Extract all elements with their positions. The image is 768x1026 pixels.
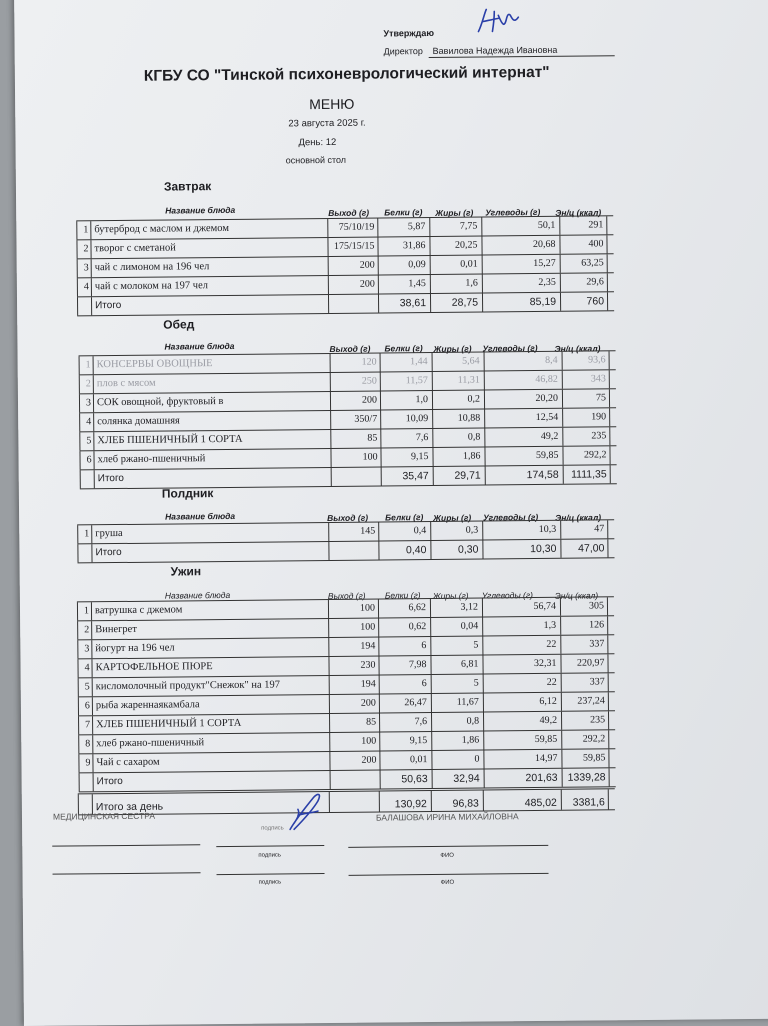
total-label: Итого [91, 295, 328, 315]
cell-fat: 0,3 [430, 522, 482, 540]
total-empty-cell [77, 297, 91, 315]
sign-line [53, 872, 201, 874]
col-header-output: Выход (г) [327, 513, 368, 523]
cell-name: йогурт на 196 чел [91, 638, 328, 658]
col-header-output: Выход (г) [328, 591, 366, 601]
total-fat: 0,30 [430, 541, 482, 559]
cell-fat: 5,64 [432, 353, 484, 371]
cell-num: 4 [79, 413, 93, 431]
cell-carbs: 22 [482, 636, 560, 655]
cell-energy: 400 [559, 235, 607, 253]
cell-fat: 0,8 [432, 429, 484, 447]
name-caption: ФИО [441, 880, 455, 886]
total-empty-cell [331, 468, 381, 486]
cell-output: 100 [329, 733, 379, 751]
day-total-protein: 130,92 [379, 791, 431, 811]
cell-output: 200 [328, 276, 378, 294]
cell-name: бутерброд с маслом и джемом [90, 219, 327, 239]
cell-output: 100 [328, 600, 378, 618]
cell-energy: 337 [560, 635, 608, 653]
col-header-energy: Эн/ц (ккал) [555, 590, 598, 600]
cell-protein: 5,87 [377, 218, 429, 236]
cell-output: 200 [329, 695, 379, 713]
cell-energy: 337 [561, 673, 609, 691]
cell-energy: 305 [560, 597, 608, 615]
cell-num: 1 [77, 602, 91, 620]
cell-fat: 1,86 [431, 732, 483, 750]
col-header-carbs: Углеводы (г) [482, 343, 537, 354]
total-protein: 0,40 [378, 541, 430, 559]
cell-name: ХЛЕБ ПШЕНИЧНЫЙ 1 СОРТА [92, 714, 329, 734]
cell-name: КАРТОФЕЛЬНОЕ ПЮРЕ [91, 657, 328, 677]
cell-num: 8 [78, 735, 92, 753]
meal-title-lunch: Обед [163, 317, 194, 331]
cell-carbs: 12,54 [484, 409, 562, 428]
total-carbs: 10,30 [482, 540, 560, 559]
cell-output: 75/10/19 [327, 219, 377, 237]
cell-output: 350/7 [330, 411, 380, 429]
cell-energy: 220,97 [560, 654, 608, 672]
cell-protein: 6 [378, 637, 430, 655]
cell-name: солянка домашняя [93, 411, 330, 431]
cell-output: 194 [328, 638, 378, 656]
col-header-protein: Белки (г) [384, 343, 422, 353]
sign-caption: подпись [261, 825, 284, 831]
cell-energy: 29,6 [560, 273, 608, 291]
sign-caption: подпись [259, 879, 282, 885]
total-empty-cell [79, 773, 93, 791]
col-header-name: Название блюда [164, 341, 234, 352]
cell-protein: 7,98 [378, 656, 430, 674]
day-total-fat: 96,83 [431, 791, 483, 811]
menu-date: 23 августа 2025 г. [288, 118, 365, 130]
cell-name: чай с лимоном на 196 чел [91, 257, 328, 277]
total-empty-cell [80, 470, 94, 488]
cell-protein: 6 [379, 675, 431, 693]
cell-energy: 343 [562, 370, 610, 388]
snack-table [77, 519, 614, 563]
cell-carbs: 1,3 [482, 617, 560, 636]
total-protein: 35,47 [381, 467, 433, 485]
cell-fat: 11,67 [431, 694, 483, 712]
cell-name: ватрушка с джемом [91, 600, 328, 620]
total-protein: 50,63 [380, 770, 432, 788]
cell-fat: 20,25 [429, 237, 481, 255]
cell-name: кисломолочный продукт"Снежок" на 197 [92, 676, 329, 696]
nurse-label: МЕДИЦИНСКАЯ СЕСТРА [53, 811, 155, 822]
cell-fat: 1,6 [430, 275, 482, 293]
cell-name: чай с молоком на 197 чел [91, 276, 328, 296]
cell-num: 4 [77, 278, 91, 296]
total-row [80, 465, 617, 489]
cell-fat: 11,31 [432, 372, 484, 390]
col-header-fat: Жиры (г) [433, 344, 471, 354]
cell-num: 3 [77, 259, 91, 277]
cell-fat: 0,2 [432, 391, 484, 409]
day-total-carbs: 485,02 [483, 790, 561, 811]
cell-carbs: 22 [483, 674, 561, 693]
sign-line [216, 845, 324, 847]
cell-carbs: 49,2 [484, 428, 562, 447]
cell-num: 1 [77, 525, 91, 543]
cell-carbs: 50,1 [481, 217, 559, 236]
total-label: Итого [91, 542, 328, 562]
cell-num: 2 [79, 375, 93, 393]
total-label: Итого [93, 771, 330, 791]
name-line [348, 845, 548, 848]
cell-energy: 63,25 [560, 254, 608, 272]
cell-num: 4 [77, 659, 91, 677]
cell-fat: 3,12 [430, 599, 482, 617]
cell-fat: 7,75 [429, 218, 481, 236]
col-header-energy: Эн/ц (ккал) [555, 207, 601, 217]
total-energy: 1339,28 [562, 768, 610, 786]
cell-output: 85 [329, 714, 379, 732]
cell-num: 3 [77, 640, 91, 658]
cell-output: 100 [330, 449, 380, 467]
cell-output: 175/15/15 [327, 238, 377, 256]
nurse-signature-icon [284, 789, 328, 835]
day-total-energy: 3381,6 [561, 789, 609, 809]
col-header-energy: Эн/ц (ккал) [554, 343, 600, 353]
total-fat: 29,71 [433, 467, 485, 485]
cell-name: груша [91, 523, 328, 543]
director-label: Директор [384, 46, 423, 56]
cell-fat: 0 [431, 751, 483, 769]
col-header-energy: Эн/ц (ккал) [555, 512, 601, 522]
cell-output: 200 [330, 392, 380, 410]
day-total-label: Итого за день [92, 792, 329, 814]
cell-protein: 31,86 [377, 237, 429, 255]
cell-name: творог с сметаной [90, 238, 327, 258]
cell-fat: 5 [430, 637, 482, 655]
cell-name: КОНСЕРВЫ ОВОЩНЫЕ [93, 354, 330, 374]
cell-carbs: 20,20 [484, 390, 562, 409]
cell-carbs: 46,82 [484, 371, 562, 390]
total-energy: 760 [560, 292, 608, 310]
director-signature-icon [474, 5, 524, 35]
dinner-table [77, 596, 616, 792]
cell-protein: 0,09 [378, 256, 430, 274]
cell-protein: 10,09 [380, 410, 432, 428]
cell-num: 3 [79, 394, 93, 412]
total-empty-cell [330, 771, 380, 789]
cell-name: ХЛЕБ ПШЕНИЧНЫЙ 1 СОРТА [93, 430, 330, 450]
col-header-protein: Белки (г) [385, 590, 421, 600]
cell-protein: 11,57 [380, 372, 432, 390]
cell-carbs: 8,4 [484, 352, 562, 371]
cell-carbs: 6,12 [483, 693, 561, 712]
cell-carbs: 49,2 [483, 712, 561, 731]
cell-carbs: 32,31 [482, 655, 560, 674]
cell-name: хлеб ржано-пшеничный [92, 733, 329, 753]
meal-title-breakfast: Завтрак [164, 179, 211, 193]
cell-name: хлеб ржано-пшеничный [93, 449, 330, 469]
cell-output: 200 [328, 257, 378, 275]
menu-title: МЕНЮ [309, 96, 354, 112]
total-carbs: 201,63 [484, 769, 562, 788]
col-header-fat: Жиры (г) [433, 591, 469, 601]
meal-title-dinner: Ужин [171, 564, 202, 578]
cell-carbs: 56,74 [482, 598, 560, 617]
col-header-protein: Белки (г) [384, 207, 422, 217]
sign-caption: подпись [258, 852, 281, 858]
cell-energy: 291 [559, 216, 607, 234]
cell-num: 6 [78, 697, 92, 715]
cell-protein: 0,62 [378, 618, 430, 636]
total-carbs: 174,58 [485, 466, 563, 485]
cell-fat: 0,01 [430, 256, 482, 274]
cell-protein: 26,47 [379, 694, 431, 712]
col-header-name: Название блюда [165, 590, 230, 601]
cell-carbs: 10,3 [482, 521, 560, 540]
total-protein: 38,61 [378, 294, 430, 312]
col-header-carbs: Углеводы (г) [485, 207, 540, 218]
total-row [77, 292, 614, 316]
cell-protein: 7,6 [380, 429, 432, 447]
name-line [349, 873, 549, 876]
cell-num: 2 [77, 621, 91, 639]
total-empty-cell [328, 542, 378, 560]
cell-energy: 235 [561, 711, 609, 729]
cell-protein: 7,6 [379, 713, 431, 731]
day-total-output [329, 792, 379, 812]
cell-carbs: 59,85 [484, 447, 562, 466]
day-total-table [78, 788, 615, 815]
cell-output: 194 [329, 676, 379, 694]
total-energy: 1111,35 [563, 465, 611, 483]
cell-output: 250 [330, 373, 380, 391]
total-carbs: 85,19 [482, 293, 560, 312]
cell-energy: 59,85 [561, 749, 609, 767]
cell-num: 1 [76, 221, 90, 239]
cell-energy: 292,2 [561, 730, 609, 748]
lunch-table [79, 350, 617, 489]
col-header-fat: Жиры (г) [435, 208, 473, 218]
cell-output: 100 [328, 619, 378, 637]
cell-num: 5 [78, 678, 92, 696]
total-row [77, 539, 614, 563]
cell-output: 85 [330, 430, 380, 448]
total-fat: 28,75 [430, 294, 482, 312]
cell-protein: 9,15 [379, 732, 431, 750]
cell-name: Чай с сахаром [92, 752, 329, 772]
day-total-row [78, 789, 615, 815]
sign-line [52, 844, 200, 846]
col-header-output: Выход (г) [328, 208, 369, 218]
cell-energy: 190 [562, 408, 610, 426]
cell-energy: 47 [560, 520, 608, 538]
cell-name: плов с мясом [93, 373, 330, 393]
cell-protein: 0,4 [378, 522, 430, 540]
cell-carbs: 59,85 [483, 731, 561, 750]
total-empty-cell [77, 544, 91, 562]
cell-num: 5 [79, 432, 93, 450]
cell-output: 145 [328, 523, 378, 541]
cell-fat: 10,88 [432, 410, 484, 428]
nurse-name: БАЛАШОВА ИРИНА МИХАЙЛОВНА [376, 811, 519, 822]
cell-carbs: 14,97 [483, 750, 561, 769]
cell-carbs: 20,68 [481, 236, 559, 255]
cell-num: 9 [78, 754, 92, 772]
meal-title-snack: Полдник [162, 486, 214, 500]
col-header-output: Выход (г) [329, 344, 370, 354]
cell-name: Винегрет [91, 619, 328, 639]
cell-name: СОК овощной, фруктовый в [93, 392, 330, 412]
cell-num: 2 [76, 240, 90, 258]
cell-output: 200 [329, 752, 379, 770]
cell-energy: 126 [560, 616, 608, 634]
cell-num: 7 [78, 716, 92, 734]
cell-output: 120 [330, 354, 380, 372]
cell-protein: 0,01 [379, 751, 431, 769]
col-header-carbs: Углеводы (г) [482, 590, 533, 600]
cell-protein: 1,45 [378, 275, 430, 293]
cell-output: 230 [328, 657, 378, 675]
cell-energy: 237,24 [561, 692, 609, 710]
total-empty-cell [328, 295, 378, 313]
cell-protein: 6,62 [378, 599, 430, 617]
name-caption: ФИО [440, 853, 454, 859]
cell-energy: 93,6 [562, 351, 610, 369]
cell-energy: 235 [562, 427, 610, 445]
col-header-carbs: Углеводы (г) [483, 512, 538, 523]
cell-fat: 1,86 [432, 448, 484, 466]
breakfast-table [76, 215, 614, 316]
col-header-protein: Белки (г) [385, 512, 423, 522]
menu-day: День: 12 [298, 137, 336, 148]
sign-line [217, 873, 325, 875]
col-header-name: Название блюда [165, 511, 235, 522]
col-header-fat: Жиры (г) [433, 513, 471, 523]
total-label: Итого [94, 468, 331, 488]
cell-fat: 5 [431, 675, 483, 693]
cell-fat: 0,8 [431, 713, 483, 731]
organization-title: КГБУ СО "Тинской психоневрологический интернат" [144, 64, 550, 86]
total-energy: 47,00 [560, 539, 608, 557]
cell-energy: 292,2 [562, 446, 610, 464]
cell-fat: 0,04 [430, 618, 482, 636]
cell-protein: 1,0 [380, 391, 432, 409]
cell-protein: 1,44 [380, 353, 432, 371]
cell-fat: 6,81 [430, 656, 482, 674]
cell-carbs: 2,35 [482, 274, 560, 293]
total-fat: 32,94 [432, 770, 484, 788]
menu-sheet [14, 0, 768, 1026]
cell-energy: 75 [562, 389, 610, 407]
cell-num: 1 [79, 356, 93, 374]
cell-name: рыба жареннаякамбала [92, 695, 329, 715]
director-name: Вавилова Надежда Ивановна [433, 45, 558, 56]
col-header-name: Название блюда [165, 205, 235, 216]
cell-carbs: 15,27 [482, 255, 560, 274]
menu-table-type: основной стол [286, 155, 346, 166]
cell-num: 6 [79, 451, 93, 469]
approve-label: Утверждаю [383, 28, 434, 38]
cell-protein: 9,15 [380, 448, 432, 466]
